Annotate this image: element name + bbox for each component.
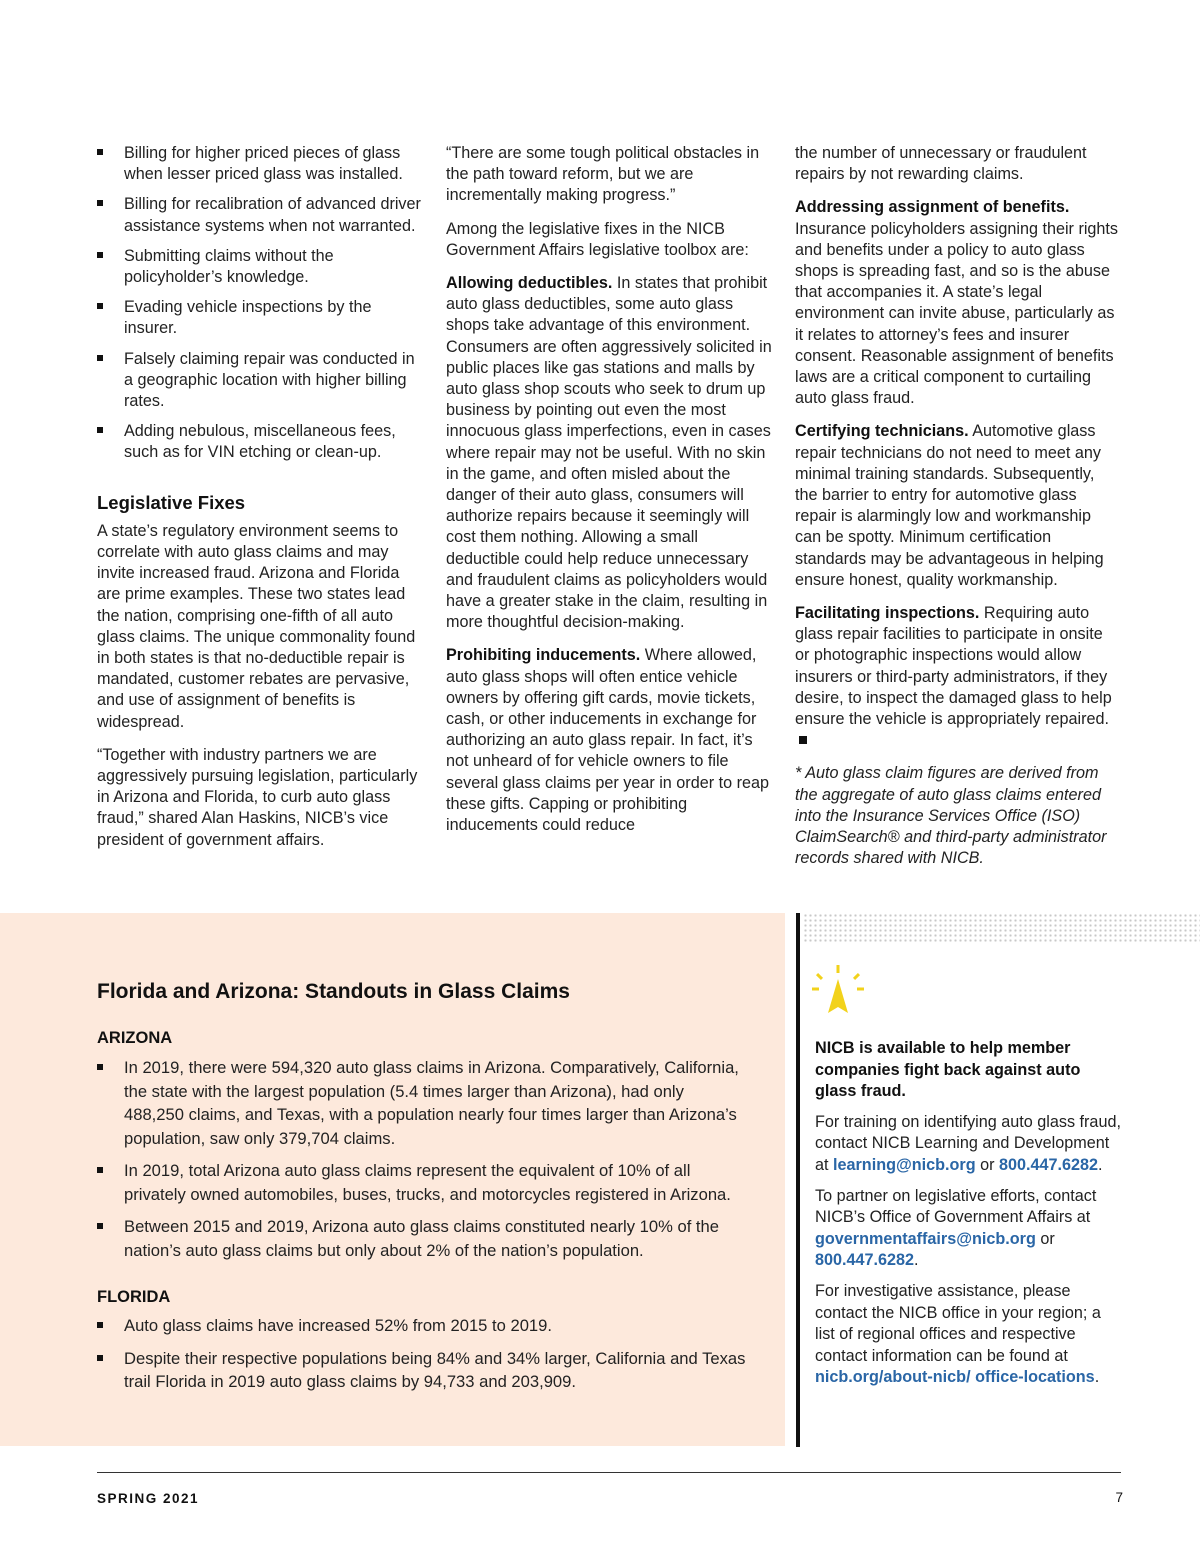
florida-heading: FLORIDA: [97, 1288, 171, 1306]
page-number: 7: [1115, 1490, 1123, 1505]
period: .: [1098, 1155, 1103, 1174]
paragraph: A state’s regulatory environment seems to correlate with auto glass claims and may invite increased fraud. Arizona and Florida are prime examples. These two states lead the nation, comprising one-fifth of all auto glass claims. The unique commonality found in both states is that no-deductible repair is mandated, customer rebates are pervasive, and use of assignment of benefits is widespread.: [97, 521, 416, 731]
paragraph-body: Where allowed, auto glass shops will often entice vehicle owners by offering gift cards, movie tickets, cash, or other inducements in exchange for authorizing an auto glass repair. In fact, it’s not unheard of for vehicle owners to file several glass claims per year in order to reap these gifts. Capping or prohibiting inducements could reduce: [446, 646, 769, 835]
paragraph: [446, 645, 772, 836]
footnote: * Auto glass claim figures are derived from the aggregate of auto glass claims entered into the Insurance Services Office (ISO) ClaimSearch® and third-party administrator records shared with NICB.: [795, 764, 1107, 868]
section-heading: Legislative Fixes: [97, 491, 246, 513]
column-3: [795, 143, 1121, 882]
list-item: Billing for recalibration of advanced driver assistance systems when not warranted.: [97, 194, 423, 236]
paragraph: “Together with industry partners we are aggressively pursuing legislation, particularly in Arizona and Florida, to curb auto glass fraud,” shared Alan Haskins, NICB’s vice president of government affairs.: [97, 745, 418, 849]
list-item: Between 2015 and 2019, Arizona auto glass claims constituted nearly 10% of the nation’s auto glass claims but only about 2% of the nation’s population.: [97, 1215, 747, 1262]
government-affairs-email-link[interactable]: governmentaffairs@nicb.org: [815, 1229, 1036, 1248]
paragraph: Among the legislative fixes in the NICB Government Affairs legislative toolbox are:: [446, 219, 749, 259]
paragraph-lead: Prohibiting inducements.: [446, 646, 641, 665]
sidebar-lead: NICB is available to help member companies fight back against auto glass fraud.: [815, 1039, 1081, 1101]
paragraph-body: Automotive glass repair technicians do not need to meet any minimal training standards. Subsequently, the barrier to entry for automotive glass repair is alarmingly low and workmanship can be spotty. Minimum certification standards may be advantageous in helping ensure honest, quality workmanship.: [795, 422, 1104, 589]
office-locations-link[interactable]: nicb.org/about-nicb/ office-locations: [815, 1368, 1095, 1387]
period: .: [914, 1251, 919, 1270]
fraud-schemes-list: [97, 143, 423, 464]
training-text: For training on identifying auto glass fraud, contact NICB Learning and Development at: [815, 1112, 1121, 1174]
paragraph-body: Requiring auto glass repair facilities to participate in onsite or photographic inspections would allow insurers or third-party administrators, if they desire, to inspect the damaged glass to help ensure the vehicle is appropriately repaired.: [795, 604, 1112, 729]
sidebar-divider: [796, 913, 800, 1447]
list-item: Auto glass claims have increased 52% from 2015 to 2019.: [97, 1314, 747, 1338]
list-item: Falsely claiming repair was conducted in a geographic location with higher billing rates.: [97, 349, 423, 413]
paragraph: [795, 197, 1121, 409]
paragraph: [446, 273, 772, 633]
list-item: Despite their respective populations being 84% and 34% larger, California and Texas trail Florida in 2019 auto glass claims by 94,733 and 203,909.: [97, 1347, 747, 1394]
legislative-contact: [815, 1186, 1125, 1272]
paragraph: [795, 421, 1121, 591]
training-email-link[interactable]: learning@nicb.org: [833, 1155, 976, 1174]
column-1: [97, 143, 423, 863]
investigative-contact: [815, 1281, 1125, 1389]
alert-burst-icon: [812, 963, 864, 1017]
paragraph: [795, 603, 1121, 751]
paragraph-lead: Allowing deductibles.: [446, 274, 613, 293]
period: .: [1094, 1368, 1100, 1387]
investigative-text: For investigative assistance, please contact the NICB office in your region; a list of regional offices and respective contact information can be found at: [815, 1281, 1101, 1365]
footer-divider: [97, 1472, 1121, 1473]
column-2: [446, 143, 772, 848]
training-contact: [815, 1112, 1125, 1177]
panel-title: Florida and Arizona: Standouts in Glass Claims: [97, 980, 570, 1003]
paragraph-body: Insurance policyholders assigning their rights and benefits under a policy to auto glass shops is spreading fast, and so is the abuse that accompanies it. A state’s legal environment can invite abuse, particularly as it relates to attorney’s fees and insurer consent. Reasonable assignment of benefits laws are a critical component to curtailing auto glass fraud.: [795, 219, 1119, 408]
government-affairs-phone-link[interactable]: 800.447.6282: [815, 1251, 915, 1270]
end-mark-icon: [799, 736, 807, 744]
paragraph: the number of unnecessary or fraudulent repairs by not rewarding claims.: [795, 144, 1087, 184]
arizona-list: [97, 1056, 747, 1271]
paragraph: “There are some tough political obstacles in the path toward reform, but we are incrementally making progress.”: [446, 144, 760, 205]
paragraph-body: In states that prohibit auto glass deductibles, some auto glass shops take advantage of this environment. Consumers are often aggressively solicited in public places like gas stations and malls by auto glass shop scouts who seek to drum up business by pointing out even the most innocuous glass imperfections, even in cases where repair may not be useful. With no skin in the game, and often misled about the danger of their auto glass, consumers will authorize repairs because it seemingly will cost them nothing. Allowing a small deductible could help reduce unnecessary and fraudulent claims as policyholders would have a greater stake in the claim, resulting in more thoughtful decision-making.: [446, 274, 772, 632]
arizona-heading: ARIZONA: [97, 1029, 173, 1047]
connector-text: or: [1035, 1229, 1055, 1248]
list-item: Submitting claims without the policyholder’s knowledge.: [97, 246, 423, 288]
list-item: Billing for higher priced pieces of glass when lesser priced glass was installed.: [97, 143, 423, 185]
training-phone-link[interactable]: 800.447.6282: [999, 1155, 1099, 1174]
issue-label: SPRING 2021: [97, 1491, 200, 1506]
contact-sidebar: [815, 1038, 1125, 1398]
dot-pattern: [803, 913, 1200, 943]
connector-text: or: [975, 1155, 999, 1174]
paragraph-lead: Certifying technicians.: [795, 422, 969, 441]
legislative-text: To partner on legislative efforts, contact NICB’s Office of Government Affairs at: [815, 1186, 1097, 1227]
paragraph-lead: Addressing assignment of benefits.: [795, 198, 1070, 217]
florida-list: [97, 1314, 747, 1403]
paragraph-lead: Facilitating inspections.: [795, 604, 980, 623]
list-item: In 2019, total Arizona auto glass claims represent the equivalent of 10% of all privately owned automobiles, buses, trucks, and motorcycles registered in Arizona.: [97, 1159, 747, 1206]
list-item: Evading vehicle inspections by the insurer.: [97, 297, 423, 339]
list-item: In 2019, there were 594,320 auto glass claims in Arizona. Comparatively, California, the state with the largest population (5.4 times larger than Arizona), had only 488,250 claims, and Texas, with a population nearly four times larger than Arizona’s population, saw only 379,704 claims.: [97, 1056, 747, 1150]
list-item: Adding nebulous, miscellaneous fees, such as for VIN etching or clean-up.: [97, 421, 423, 463]
